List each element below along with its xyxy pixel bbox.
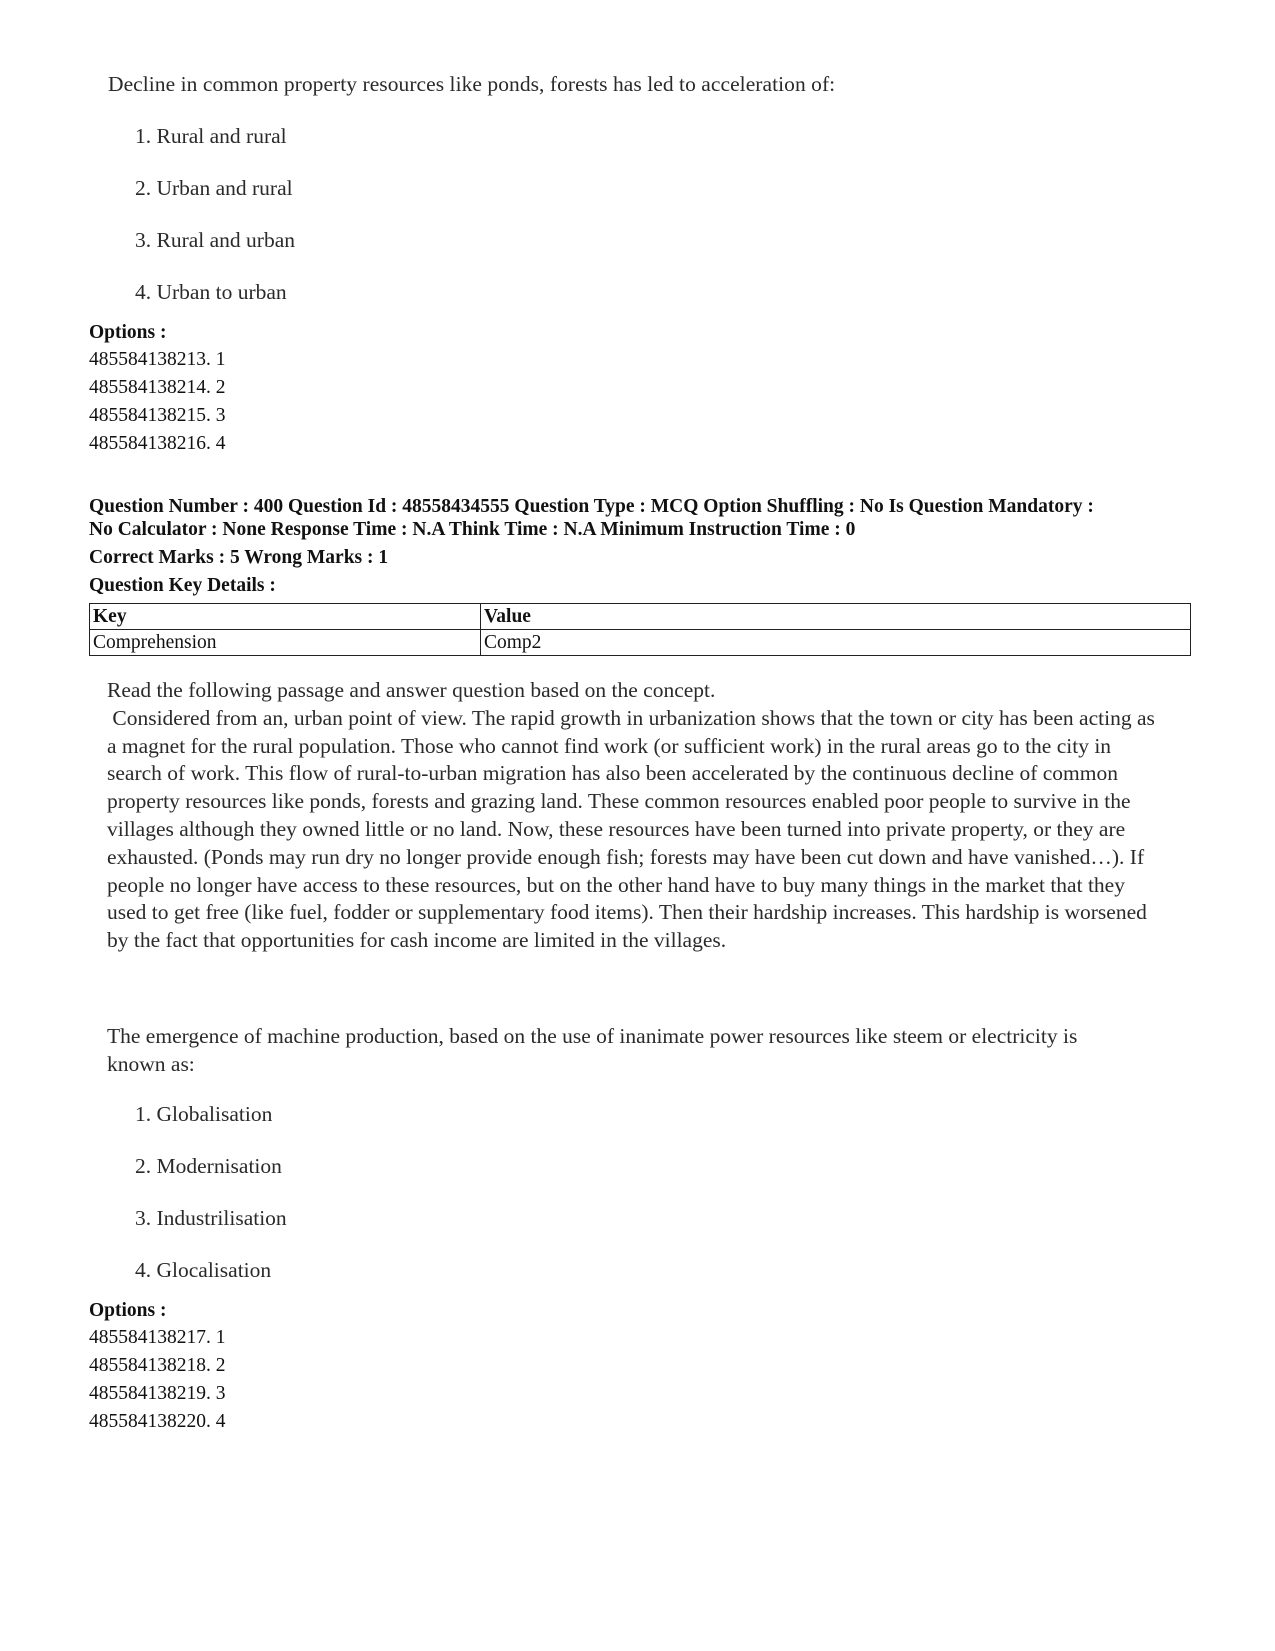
question-2-options-label: Options : <box>89 1300 167 1321</box>
comprehension-passage <box>107 677 1167 955</box>
question-1-option-id-3: 485584138215. 3 <box>89 405 226 426</box>
passage-body: Considered from an, urban point of view. The rapid growth in urbanization shows that the town or city has been acting as a magnet for the rural population. Those who cannot find work (or sufficient work) in the rural areas go to the city in search of work. This flow of rural-to-urban migration has also been accelerated by the continuous decline of common property resources like ponds, forests and grazing land. These common resources enabled poor people to survive in the villages although they owned little or no land. Now, these resources have been turned into private property, or they are exhausted. (Ponds may run dry no longer provide enough fish; forests may have been cut down and have vanished…). If people no longer have access to these resources, but on the other hand have to buy many things in the market that they used to get free (like fuel, fodder or supplementary food items). Then their hardship increases. This hardship is worsened by the fact that opportunities for cash income are limited in the villages. <box>107 705 1161 953</box>
question-1-option-id-1: 485584138213. 1 <box>89 349 226 370</box>
question-2-stem: The emergence of machine production, based on the use of inanimate power resources like steem or electricity is known as: <box>107 1024 1078 1076</box>
table-cell-key: Comprehension <box>90 630 481 656</box>
question-1-choice-2: 2. Urban and rural <box>135 176 293 200</box>
question-1-stem: Decline in common property resources like ponds, forests has led to acceleration of: <box>108 72 836 96</box>
table-cell-value: Comp2 <box>481 630 1191 656</box>
question-2-option-id-1: 485584138217. 1 <box>89 1327 226 1348</box>
question-2-choice-1: 1. Globalisation <box>135 1102 273 1126</box>
question-meta-line-2: No Calculator : None Response Time : N.A Think Time : N.A Minimum Instruction Time : 0 <box>89 519 856 540</box>
question-1-choice-4: 4. Urban to urban <box>135 280 287 304</box>
passage-intro: Read the following passage and answer question based on the concept. <box>107 678 716 702</box>
question-2-option-id-3: 485584138219. 3 <box>89 1383 226 1404</box>
table-header-row <box>90 604 1191 630</box>
question-1-option-id-2: 485584138214. 2 <box>89 377 226 398</box>
question-meta-line-1: Question Number : 400 Question Id : 48558434555 Question Type : MCQ Option Shuffling : No Is Question Mandatory : <box>89 496 1094 517</box>
question-2-choice-2: 2. Modernisation <box>135 1154 282 1178</box>
question-1-choice-3: 3. Rural and urban <box>135 228 296 252</box>
question-1-options-label: Options : <box>89 322 167 343</box>
question-2-choice-4: 4. Glocalisation <box>135 1258 272 1282</box>
question-2-choice-3: 3. Industrilisation <box>135 1206 287 1230</box>
question-1-choice-1: 1. Rural and rural <box>135 124 287 148</box>
table-row <box>90 630 1191 656</box>
question-marks: Correct Marks : 5 Wrong Marks : 1 <box>89 547 389 568</box>
table-header-key: Key <box>90 604 481 630</box>
table-header-value: Value <box>481 604 1191 630</box>
question-key-details-table <box>89 603 1191 656</box>
question-1-option-id-4: 485584138216. 4 <box>89 433 226 454</box>
question-2-option-id-4: 485584138220. 4 <box>89 1411 226 1432</box>
question-2-option-id-2: 485584138218. 2 <box>89 1355 226 1376</box>
question-key-details-label: Question Key Details : <box>89 575 276 596</box>
